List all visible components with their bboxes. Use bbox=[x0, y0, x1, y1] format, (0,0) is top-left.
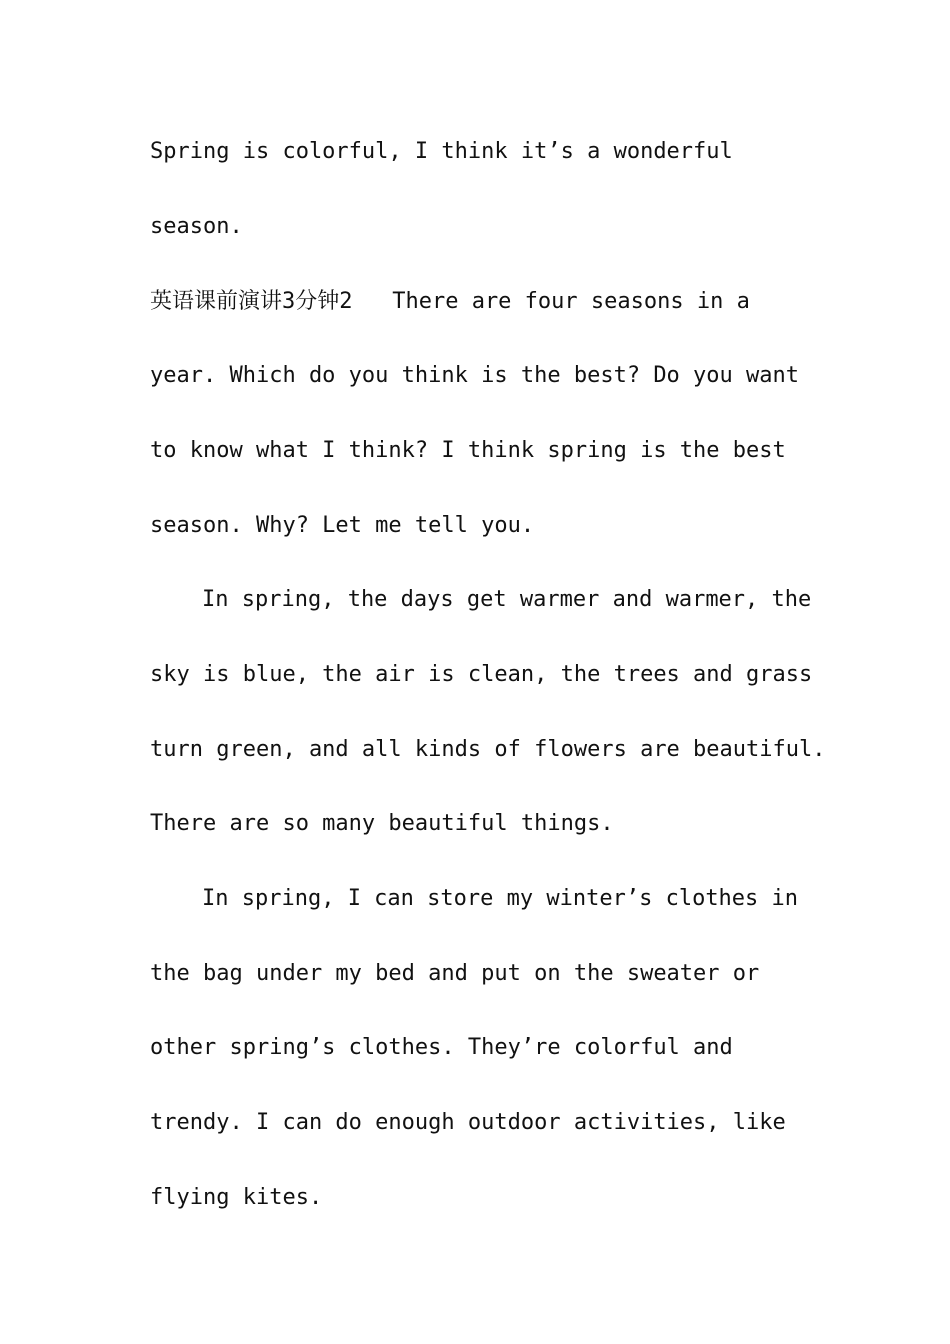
text-line: the bag under my bed and put on the sweater or bbox=[150, 961, 760, 986]
text-line: season. bbox=[150, 214, 243, 239]
text-line: turn green, and all kinds of flowers are beautiful. bbox=[150, 737, 826, 762]
section-heading-line: 英语课前演讲3分钟2 There are four seasons in a bbox=[150, 289, 750, 314]
text-line: other spring’s clothes. They’re colorful and bbox=[150, 1035, 733, 1060]
text-line: year. Which do you think is the best? Do you want bbox=[150, 363, 800, 388]
paragraph-first-line: In spring, the days get warmer and warmer, the bbox=[202, 587, 812, 612]
text-line: to know what I think? I think spring is the best bbox=[150, 438, 786, 463]
text-line: flying kites. bbox=[150, 1185, 323, 1210]
text-line: There are so many beautiful things. bbox=[150, 811, 614, 836]
paragraph-first-line: In spring, I can store my winter’s clothes in bbox=[202, 886, 799, 911]
text-line: season. Why? Let me tell you. bbox=[150, 513, 535, 538]
text-line: Spring is colorful, I think it’s a wonderful bbox=[150, 139, 733, 164]
text-line: trendy. I can do enough outdoor activities, like bbox=[150, 1110, 786, 1135]
text-line: sky is blue, the air is clean, the trees and grass bbox=[150, 662, 813, 687]
